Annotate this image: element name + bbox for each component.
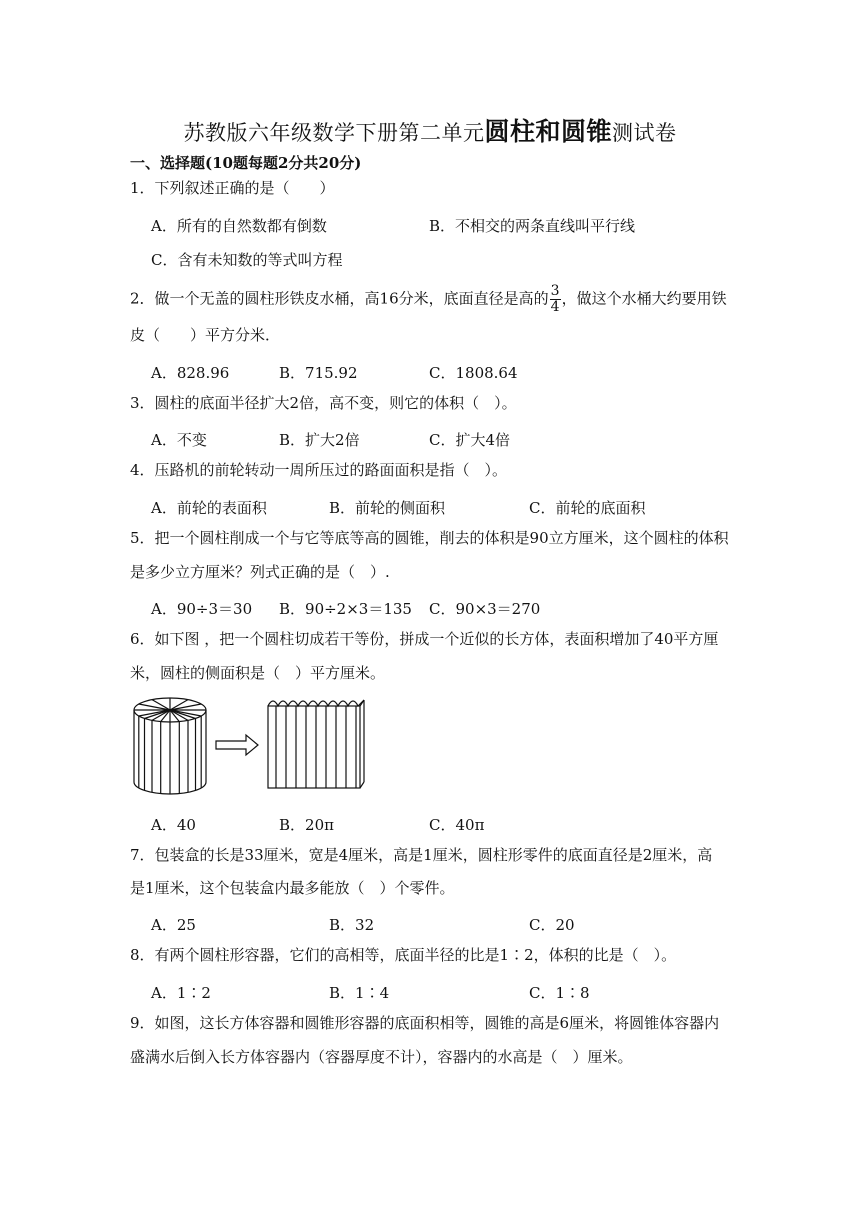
arrow-icon: [216, 735, 258, 755]
question-3-option-c: C．扩大4倍: [429, 431, 511, 449]
question-3-stem: 3．圆柱的底面半径扩大2倍，高不变，则它的体积（ ）。: [130, 394, 517, 412]
question-8-option-c: C．1∶8: [529, 984, 590, 1002]
question-5-option-a: A．90÷3＝30: [151, 600, 253, 618]
question-5-line2: 是多少立方厘米？列式正确的是（ ）.: [130, 563, 390, 581]
question-2-option-b: B．715.92: [279, 364, 358, 382]
cylinder-to-cuboid-figure: [130, 692, 370, 800]
question-5-option-c: C．90×3＝270: [429, 600, 541, 618]
question-1-option-c: C．含有未知数的等式叫方程: [151, 251, 343, 269]
question-9-stem: 9．如图，这长方体容器和圆锥形容器的底面积相等，圆锥的高是6厘米，将圆锥体容器内: [130, 1014, 720, 1032]
question-9-line2: 盛满水后倒入长方体容器内（容器厚度不计），容器内的水高是（ ）厘米。: [130, 1048, 633, 1066]
question-6-option-a: A．40: [151, 816, 196, 834]
title-part3: 测试卷: [612, 121, 677, 145]
question-8-stem: 8．有两个圆柱形容器，它们的高相等，底面半径的比是1∶2，体积的比是（ ）。: [130, 946, 677, 964]
cuboid-drawing: [268, 700, 364, 788]
question-6-option-b: B．20π: [279, 816, 334, 834]
title-part1: 苏教版六年级数学下册第二单元: [183, 121, 485, 145]
question-7-option-b: B．32: [329, 916, 375, 934]
question-7-stem: 7．包装盒的长是33厘米，宽是4厘米，高是1厘米，圆柱形零件的底面直径是2厘米，高: [130, 846, 713, 864]
question-2-stem: [130, 284, 727, 315]
question-8-option-b: B．1∶4: [329, 984, 390, 1002]
fraction-denominator: 4: [550, 299, 560, 315]
question-5-stem: 5．把一个圆柱削成一个与它等底等高的圆锥，削去的体积是90立方厘米，这个圆柱的体积: [130, 529, 729, 547]
question-5-option-b: B．90÷2×3＝135: [279, 600, 412, 618]
cylinder-drawing: [134, 698, 206, 794]
fraction-numerator: 3: [550, 283, 560, 299]
question-2-stem-after: ，做这个水桶大约要用铁: [561, 289, 727, 308]
question-3-option-a: A．不变: [151, 431, 207, 449]
question-2-option-a: A．828.96: [151, 364, 230, 382]
section-heading: 一、选择题(10题每题2分共20分): [130, 154, 362, 172]
question-6-line2: 米，圆柱的侧面积是（ ）平方厘米。: [130, 664, 386, 682]
question-4-stem: 4．压路机的前轮转动一周所压过的路面面积是指（ ）。: [130, 461, 508, 479]
question-2-fraction: [550, 284, 561, 315]
question-1-stem: 1．下列叙述正确的是（ ）: [130, 179, 335, 197]
question-2-line2: 皮（ ）平方分米．: [130, 326, 281, 344]
question-7-line2: 是1厘米，这个包装盒内最多能放（ ）个零件。: [130, 879, 455, 897]
question-4-option-b: B．前轮的侧面积: [329, 499, 446, 517]
question-6-stem: 6．如下图 ，把一个圆柱切成若干等份，拼成一个近似的长方体，表面积增加了40平方厘: [130, 630, 719, 648]
question-2-option-c: C．1808.64: [429, 364, 518, 382]
question-1-option-a: A．所有的自然数都有倒数: [151, 217, 327, 235]
question-4-option-c: C．前轮的底面积: [529, 499, 646, 517]
question-4-option-a: A．前轮的表面积: [151, 499, 267, 517]
question-6-option-c: C．40π: [429, 816, 485, 834]
question-8-option-a: A．1∶2: [151, 984, 211, 1002]
page-title: [0, 112, 860, 148]
title-part2: 圆柱和圆锥: [484, 117, 612, 146]
question-2-stem-before: 2．做一个无盖的圆柱形铁皮水桶，高16分米，底面直径是高的: [130, 289, 549, 308]
question-7-option-a: A．25: [151, 916, 196, 934]
question-7-option-c: C．20: [529, 916, 575, 934]
question-3-option-b: B．扩大2倍: [279, 431, 360, 449]
question-1-option-b: B．不相交的两条直线叫平行线: [429, 217, 636, 235]
